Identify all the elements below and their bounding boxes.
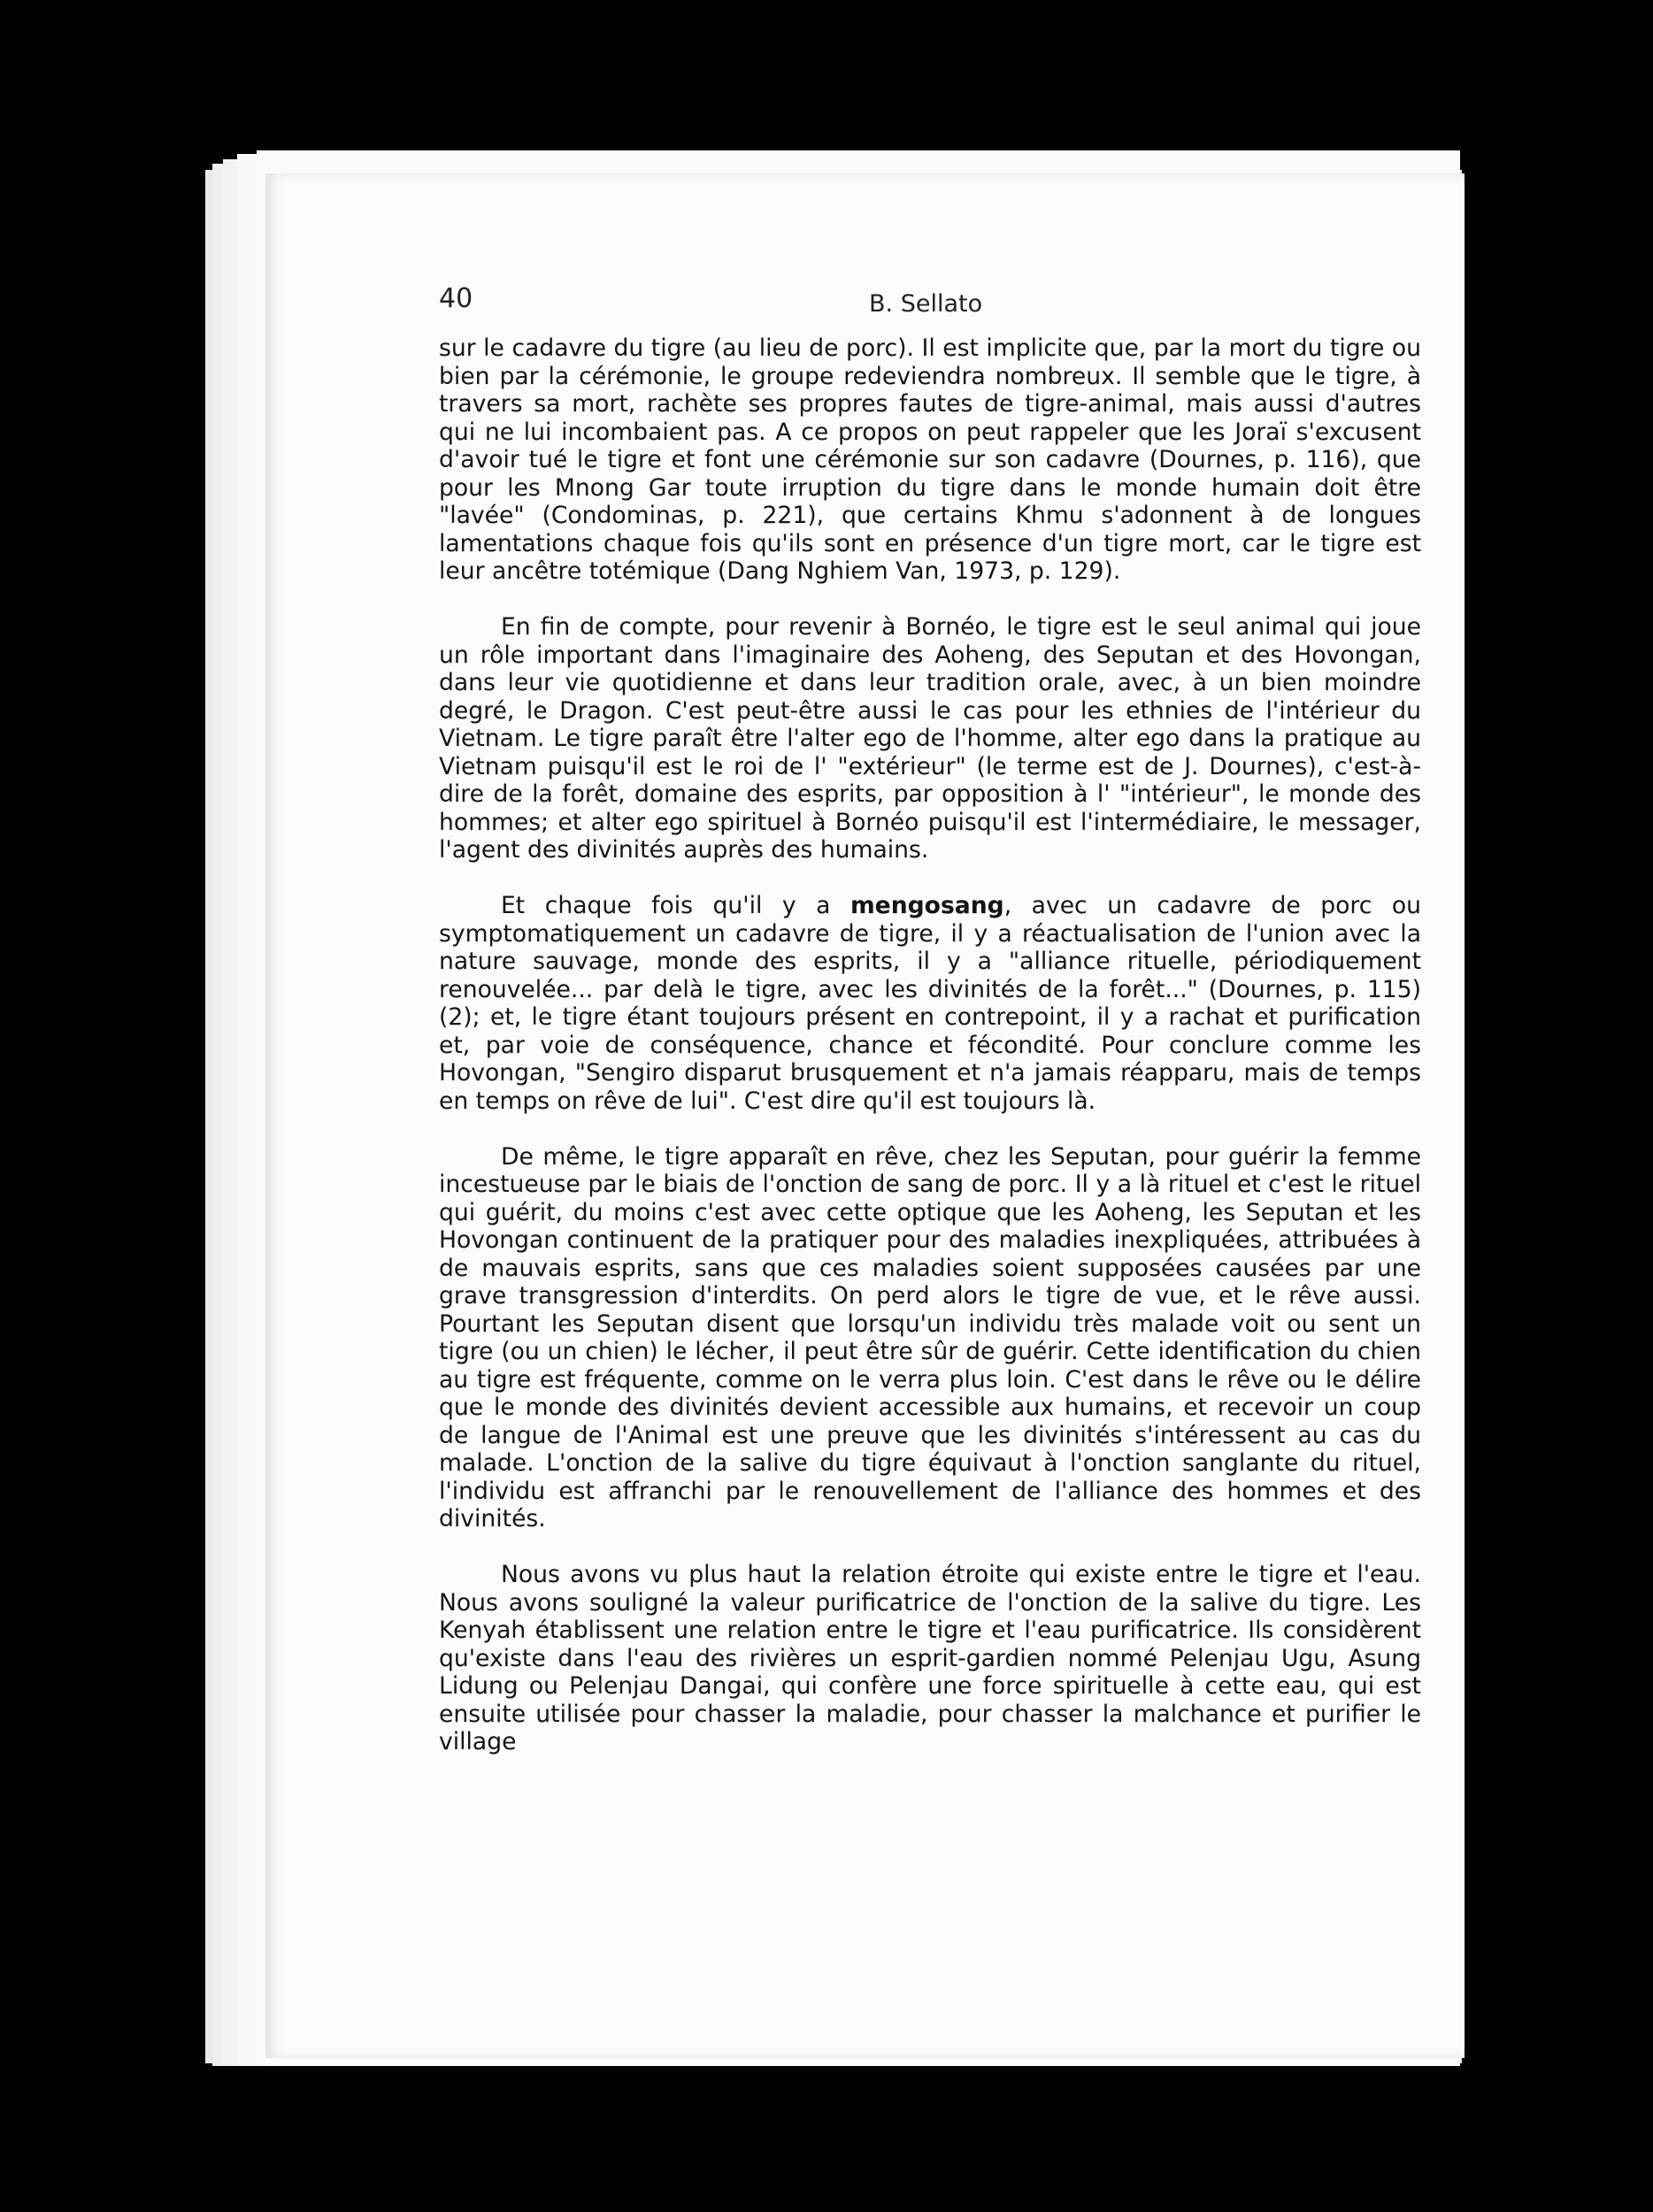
paragraph-3-rest: , avec un cadavre de porc ou symptomatiquement un cadavre de tigre, il y a réactualisation de l'union avec la nature sauvage, monde des esprits, il y a "alliance rituelle, périodiquement renouvelée... par delà le tigre, avec les divinités de la forêt..." (Dournes, p. 115) (2); et, le tigre étant toujours présent en contrepoint, il y a rachat et purification et, par voie de conséquence, chance et fécondité. Pour conclure comme les Hovongan, "Sengiro disparut brusquement et n'a jamais réapparu, mais de temps en temps on rêve de lui". C'est dire qu'il est toujours là. [439,892,1422,1115]
paragraph-5: Nous avons vu plus haut la relation étroite qui existe entre le tigre et l'eau. Nous avons souligné la valeur purificatrice de l'onction de la salive du tigre. Les Kenyah établissent une relation entre le tigre et l'eau purificatrice. Ils considèrent qu'existe dans l'eau des rivières un esprit-gardien nommé Pelenjau Ugu, Asung Lidung ou Pelenjau Dangai, qui confère une force spirituelle à cette eau, qui est ensuite utilisée pour chasser la maladie, pour chasser la malchance et purifier le village [439,1561,1421,1755]
page-number: 40 [439,283,473,314]
page-header [439,283,1430,327]
paragraph-4: De même, le tigre apparaît en rêve, chez les Seputan, pour guérir la femme incestueuse par le biais de l'onction de sang de porc. Il y a là rituel et c'est le rituel qui guérit, du moins c'est avec cette optique que les Aoheng, les Seputan et les Hovongan continuent de la pratiquer pour des maladies inexpliquées, attribuées à de mauvais esprits, sans que ces maladies soient supposées causées par une grave transgression d'interdits. On perd alors le tigre de vue, et le rêve aussi. Pourtant les Seputan disent que lorsqu'un individu très malade voit ou sent un tigre (ou un chien) le lécher, il peut être sûr de guérir. Cette identification du chien au tigre est fréquente, comme on le verra plus loin. C'est dans le rêve ou le délire que le monde des divinités devient accessible aux humains, et recevoir un coup de langue de l'Animal est une preuve que les divinités s'intéressent au cas du malade. L'onction de la salive du tigre équivaut à l'onction sanglante du rituel, l'individu est affranchi par le renouvellement de l'alliance des hommes et des divinités. [439,1142,1421,1532]
paragraph-1: sur le cadavre du tigre (au lieu de porc). Il est implicite que, par la mort du tigre ou bien par la cérémonie, le groupe redeviendra nombreux. Il semble que le tigre, à travers sa mort, rachète ses propres fautes de tigre-animal, mais aussi d'autres qui ne lui incombaient pas. A ce propos on peut rappeler que les Joraï s'excusent d'avoir tué le tigre et font une cérémonie sur son cadavre (Dournes, p. 116), que pour les Mnong Gar toute irruption du tigre dans le monde humain doit être "lavée" (Condominas, p. 221), que certains Khmu s'adonnent à de longues lamentations chaque fois qu'ils sont en présence d'un tigre mort, car le tigre est leur ancêtre totémique (Dang Nghiem Van, 1973, p. 129). [439,334,1421,585]
body-text [439,334,1421,1784]
paragraph-3-start: Et chaque fois qu'il y a [501,892,850,919]
running-head-author: B. Sellato [869,290,983,318]
paragraph-3 [439,892,1421,1115]
term-mengosang: mengosang [850,892,1004,919]
paragraph-2: En fin de compte, pour revenir à Bornéo, le tigre est le seul animal qui joue un rôle important dans l'imaginaire des Aoheng, des Seputan et des Hovongan, dans leur vie quotidienne et dans leur tradition orale, avec, à un bien moindre degré, le Dragon. C'est peut-être aussi le cas pour les ethnies de l'intérieur du Vietnam. Le tigre paraît être l'alter ego de l'homme, alter ego dans la pratique au Vietnam puisqu'il est le roi de l' "extérieur" (le terme est de J. Dournes), c'est-à-dire de la forêt, domaine des esprits, par opposition à l' "intérieur", le monde des hommes; et alter ego spirituel à Bornéo puisqu'il est l'intermédiaire, le messager, l'agent des divinités auprès des humains. [439,613,1421,864]
